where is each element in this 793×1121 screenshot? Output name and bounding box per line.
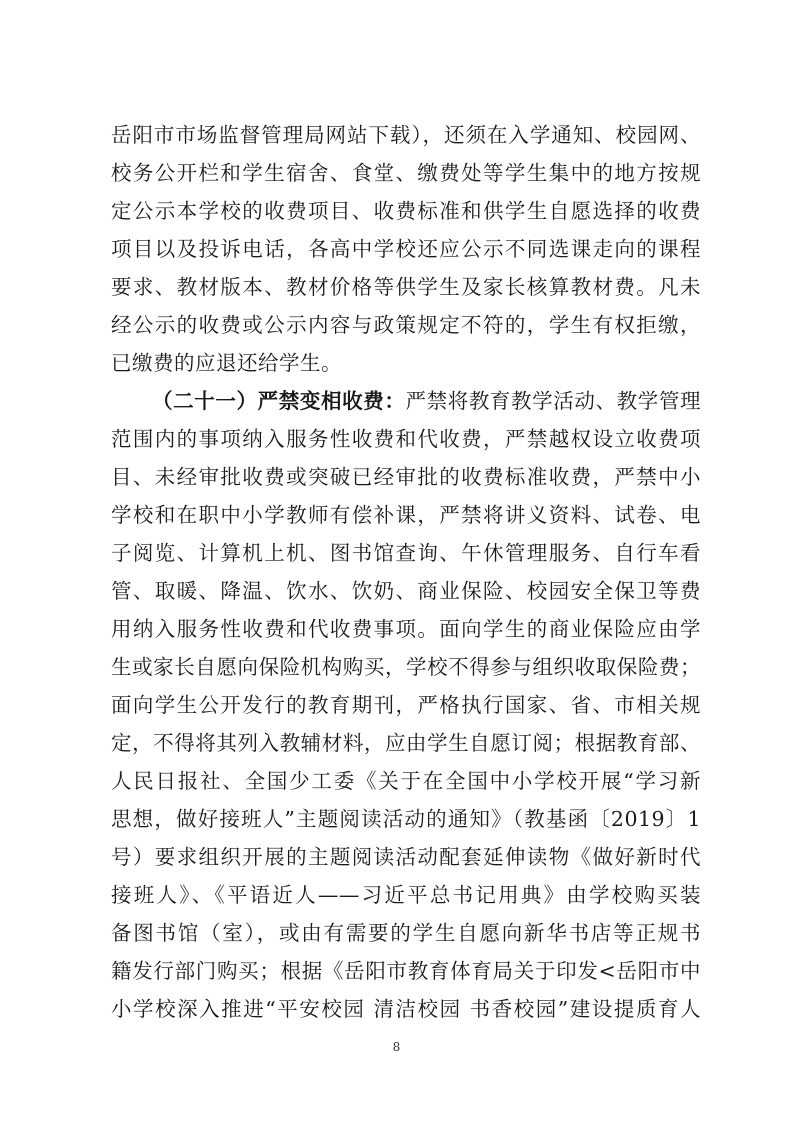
text-line: 范围内的事项纳入服务性收费和代收费，严禁越权设立收费项 xyxy=(111,427,701,451)
section-heading-line xyxy=(152,383,701,419)
text-line: 已缴费的应退还给学生。 xyxy=(111,351,342,375)
page-number: 8 xyxy=(392,1040,401,1054)
text-line: 籍发行部门购买；根据《岳阳市教育体育局关于印发<岳阳市中 xyxy=(111,959,701,983)
text-line: 管、取暖、降温、饮水、饮奶、商业保险、校园安全保卫等费 xyxy=(111,579,701,603)
text-line: 岳阳市市场监督管理局网站下载），还须在入学通知、校园网、 xyxy=(111,123,701,147)
text-line: 要求、教材版本、教材价格等供学生及家长核算教材费。凡未 xyxy=(111,275,701,299)
section-heading: （二十一）严禁变相收费： xyxy=(152,389,406,413)
text-line: 学校和在职中小学教师有偿补课，严禁将讲义资料、试卷、电 xyxy=(111,503,701,527)
text-line: 面向学生公开发行的教育期刊，严格执行国家、省、市相关规 xyxy=(111,693,701,717)
text-line: 备图书馆（室），或由有需要的学生自愿向新华书店等正规书 xyxy=(111,921,701,945)
text-line: 接班人》、《平语近人——习近平总书记用典》由学校购买装 xyxy=(111,883,701,907)
text-line: 人民日报社、全国少工委《关于在全国中小学校开展“学习新 xyxy=(111,769,701,793)
text-line: 思想，做好接班人”主题阅读活动的通知》（教基函〔2019〕1 xyxy=(111,807,701,831)
text-line: 小学校深入推进“平安校园 清洁校园 书香校园”建设提质育人 xyxy=(111,997,701,1021)
text-line: 用纳入服务性收费和代收费事项。面向学生的商业保险应由学 xyxy=(111,617,701,641)
text-line: 生或家长自愿向保险机构购买，学校不得参与组织收取保险费； xyxy=(111,655,701,679)
text-line: 项目以及投诉电话，各高中学校还应公示不同选课走向的课程 xyxy=(111,237,701,261)
text-line: 经公示的收费或公示内容与政策规定不符的，学生有权拒缴， xyxy=(111,313,701,337)
text-line: 号）要求组织开展的主题阅读活动配套延伸读物《做好新时代 xyxy=(111,845,701,869)
text-line: 定，不得将其列入教辅材料，应由学生自愿订阅；根据教育部、 xyxy=(111,731,701,755)
text-segment: 严禁将教育教学活动、教学管理 xyxy=(405,389,702,413)
text-line: 定公示本学校的收费项目、收费标准和供学生自愿选择的收费 xyxy=(111,199,701,223)
text-line: 目、未经审批收费或突破已经审批的收费标准收费，严禁中小 xyxy=(111,465,701,489)
text-line: 校务公开栏和学生宿舍、食堂、缴费处等学生集中的地方按规 xyxy=(111,161,701,185)
text-line: 子阅览、计算机上机、图书馆查询、午休管理服务、自行车看 xyxy=(111,541,701,565)
